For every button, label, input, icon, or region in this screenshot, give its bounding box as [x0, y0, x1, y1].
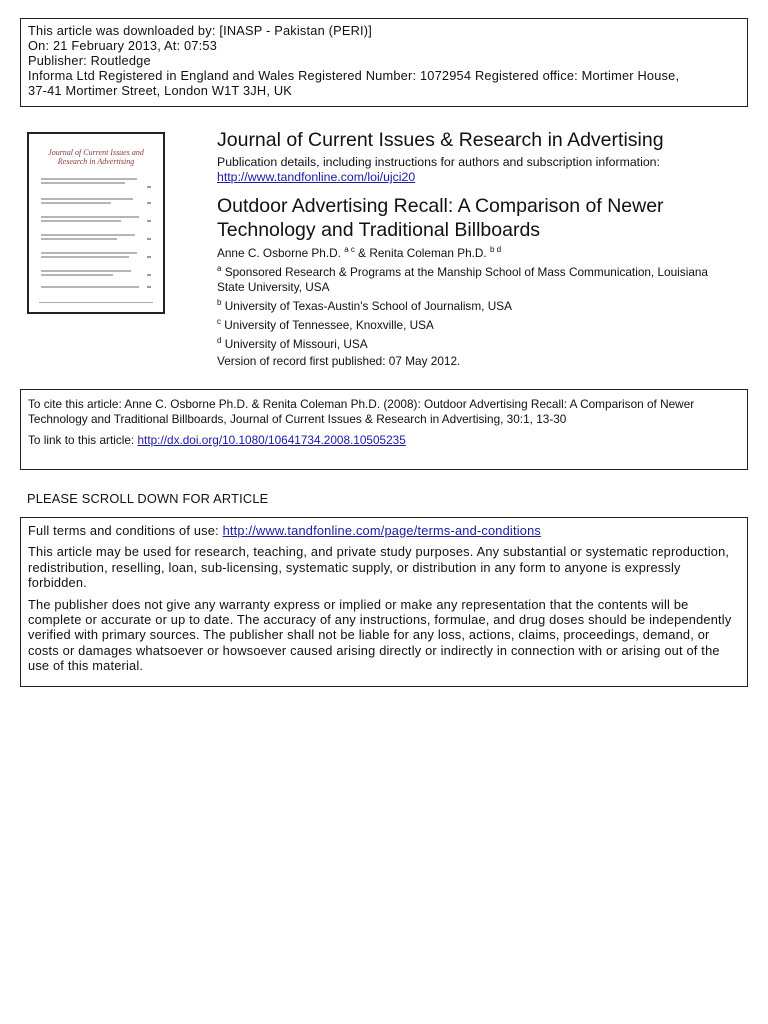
download-info-box	[20, 18, 748, 107]
affiliation-mark: d	[217, 336, 222, 345]
terms-box	[20, 517, 748, 687]
scroll-down-notice: PLEASE SCROLL DOWN FOR ARTICLE	[27, 491, 269, 506]
journal-link[interactable]: http://www.tandfonline.com/loi/ujci20	[217, 170, 416, 184]
cover-toc-row	[41, 182, 125, 184]
cover-toc-page	[147, 256, 151, 258]
affiliation	[217, 265, 737, 295]
download-info-line: Publisher: Routledge	[28, 53, 151, 68]
cover-toc-page	[147, 220, 151, 222]
cover-toc-row	[41, 202, 111, 204]
download-info-line: On: 21 February 2013, At: 07:53	[28, 38, 218, 53]
cover-toc-row	[41, 252, 137, 254]
terms-paragraph: This article may be used for research, teaching, and private study purposes. Any substantial or systematic reproduction, redistribution, reselling, loan, sub-licensing, systematic supply, or distribution in any form to anyone is expressly forbidden.	[28, 544, 730, 591]
author-name: Anne C. Osborne Ph.D.	[217, 246, 341, 260]
affiliation-mark: a	[217, 264, 222, 273]
cover-toc-page	[147, 286, 151, 288]
cover-toc-row	[41, 274, 113, 276]
download-info-line: This article was downloaded by: [INASP - Pakistan (PERI)]	[28, 23, 373, 38]
download-info-line: 37-41 Mortimer Street, London W1T 3JH, UK	[28, 83, 293, 98]
cover-toc-row	[41, 256, 129, 258]
cover-toc-row	[41, 216, 139, 218]
journal-cover-thumbnail	[27, 132, 165, 314]
version-of-record: Version of record first published: 07 May 2012.	[217, 354, 461, 368]
download-info-line: Informa Ltd Registered in England and Wales Registered Number: 1072954 Registered office: Mortimer House,	[28, 68, 680, 83]
cover-footer-rule	[39, 302, 153, 303]
affiliation-text: University of Texas-Austin's School of Journalism, USA	[224, 299, 512, 313]
affiliation	[217, 299, 737, 314]
citation-link-label: To link to this article:	[28, 433, 135, 447]
authors	[217, 246, 737, 261]
cover-toc-page	[147, 186, 151, 188]
doi-link[interactable]: http://dx.doi.org/10.1080/10641734.2008.10505235	[137, 433, 406, 447]
cover-toc-row	[41, 270, 131, 272]
article-title: Outdoor Advertising Recall: A Comparison of Newer Technology and Traditional Billboards	[217, 195, 664, 241]
terms-label: Full terms and conditions of use:	[28, 523, 219, 538]
affiliation-text: University of Missouri, USA	[224, 337, 368, 351]
cover-toc-row	[41, 234, 135, 236]
terms-link-row	[28, 523, 740, 538]
cover-toc-row	[41, 238, 117, 240]
affiliation	[217, 337, 737, 352]
author-affiliation-marks: a c	[344, 245, 355, 254]
author-separator: &	[358, 246, 367, 260]
affiliation-mark: c	[217, 317, 221, 326]
cover-title	[29, 148, 163, 166]
affiliation-text: University of Tennessee, Knoxville, USA	[224, 318, 434, 332]
citation-link-row	[28, 433, 740, 448]
cover-toc-page	[147, 202, 151, 204]
cover-toc-page	[147, 238, 151, 240]
terms-link[interactable]: http://www.tandfonline.com/page/terms-and-conditions	[222, 523, 541, 538]
author-name: Renita Coleman Ph.D.	[369, 246, 487, 260]
journal-title: Journal of Current Issues & Research in Advertising	[217, 129, 664, 151]
cover-toc-page	[147, 274, 151, 276]
cover-toc-row	[41, 198, 133, 200]
cover-title-line: Research in Advertising	[57, 157, 135, 166]
article-header	[217, 128, 737, 369]
author-affiliation-marks: b d	[489, 245, 502, 254]
publication-details: Publication details, including instructions for authors and subscription information:	[217, 155, 660, 169]
terms-paragraph: The publisher does not give any warranty express or implied or make any representation that the contents will be complete or accurate or up to date. The accuracy of any instructions, formulae, and drug doses should be independently verified with primary sources. The publisher shall not be liable for any loss, actions, claims, proceedings, demand, or costs or damages whatsoever or howsoever caused arising directly or indirectly in connection with or arising out of the use of this material.	[28, 596, 732, 674]
affiliation	[217, 318, 737, 333]
cover-title-line: Journal of Current Issues and	[48, 148, 144, 157]
citation-box	[20, 389, 748, 470]
affiliation-text: Sponsored Research & Programs at the Manship School of Mass Communication, Louisiana State University, USA	[217, 265, 708, 294]
citation-text: To cite this article: Anne C. Osborne Ph.D. & Renita Coleman Ph.D. (2008): Outdoor Advertising Recall: A Comparison of Newer Technology and Traditional Billboards, Journal of Current Issues & Research in Advertising, 30:1, 13-30	[28, 397, 695, 426]
cover-toc-row	[41, 286, 139, 288]
cover-toc-row	[41, 220, 121, 222]
cover-toc-row	[41, 178, 137, 180]
affiliation-mark: b	[217, 298, 222, 307]
